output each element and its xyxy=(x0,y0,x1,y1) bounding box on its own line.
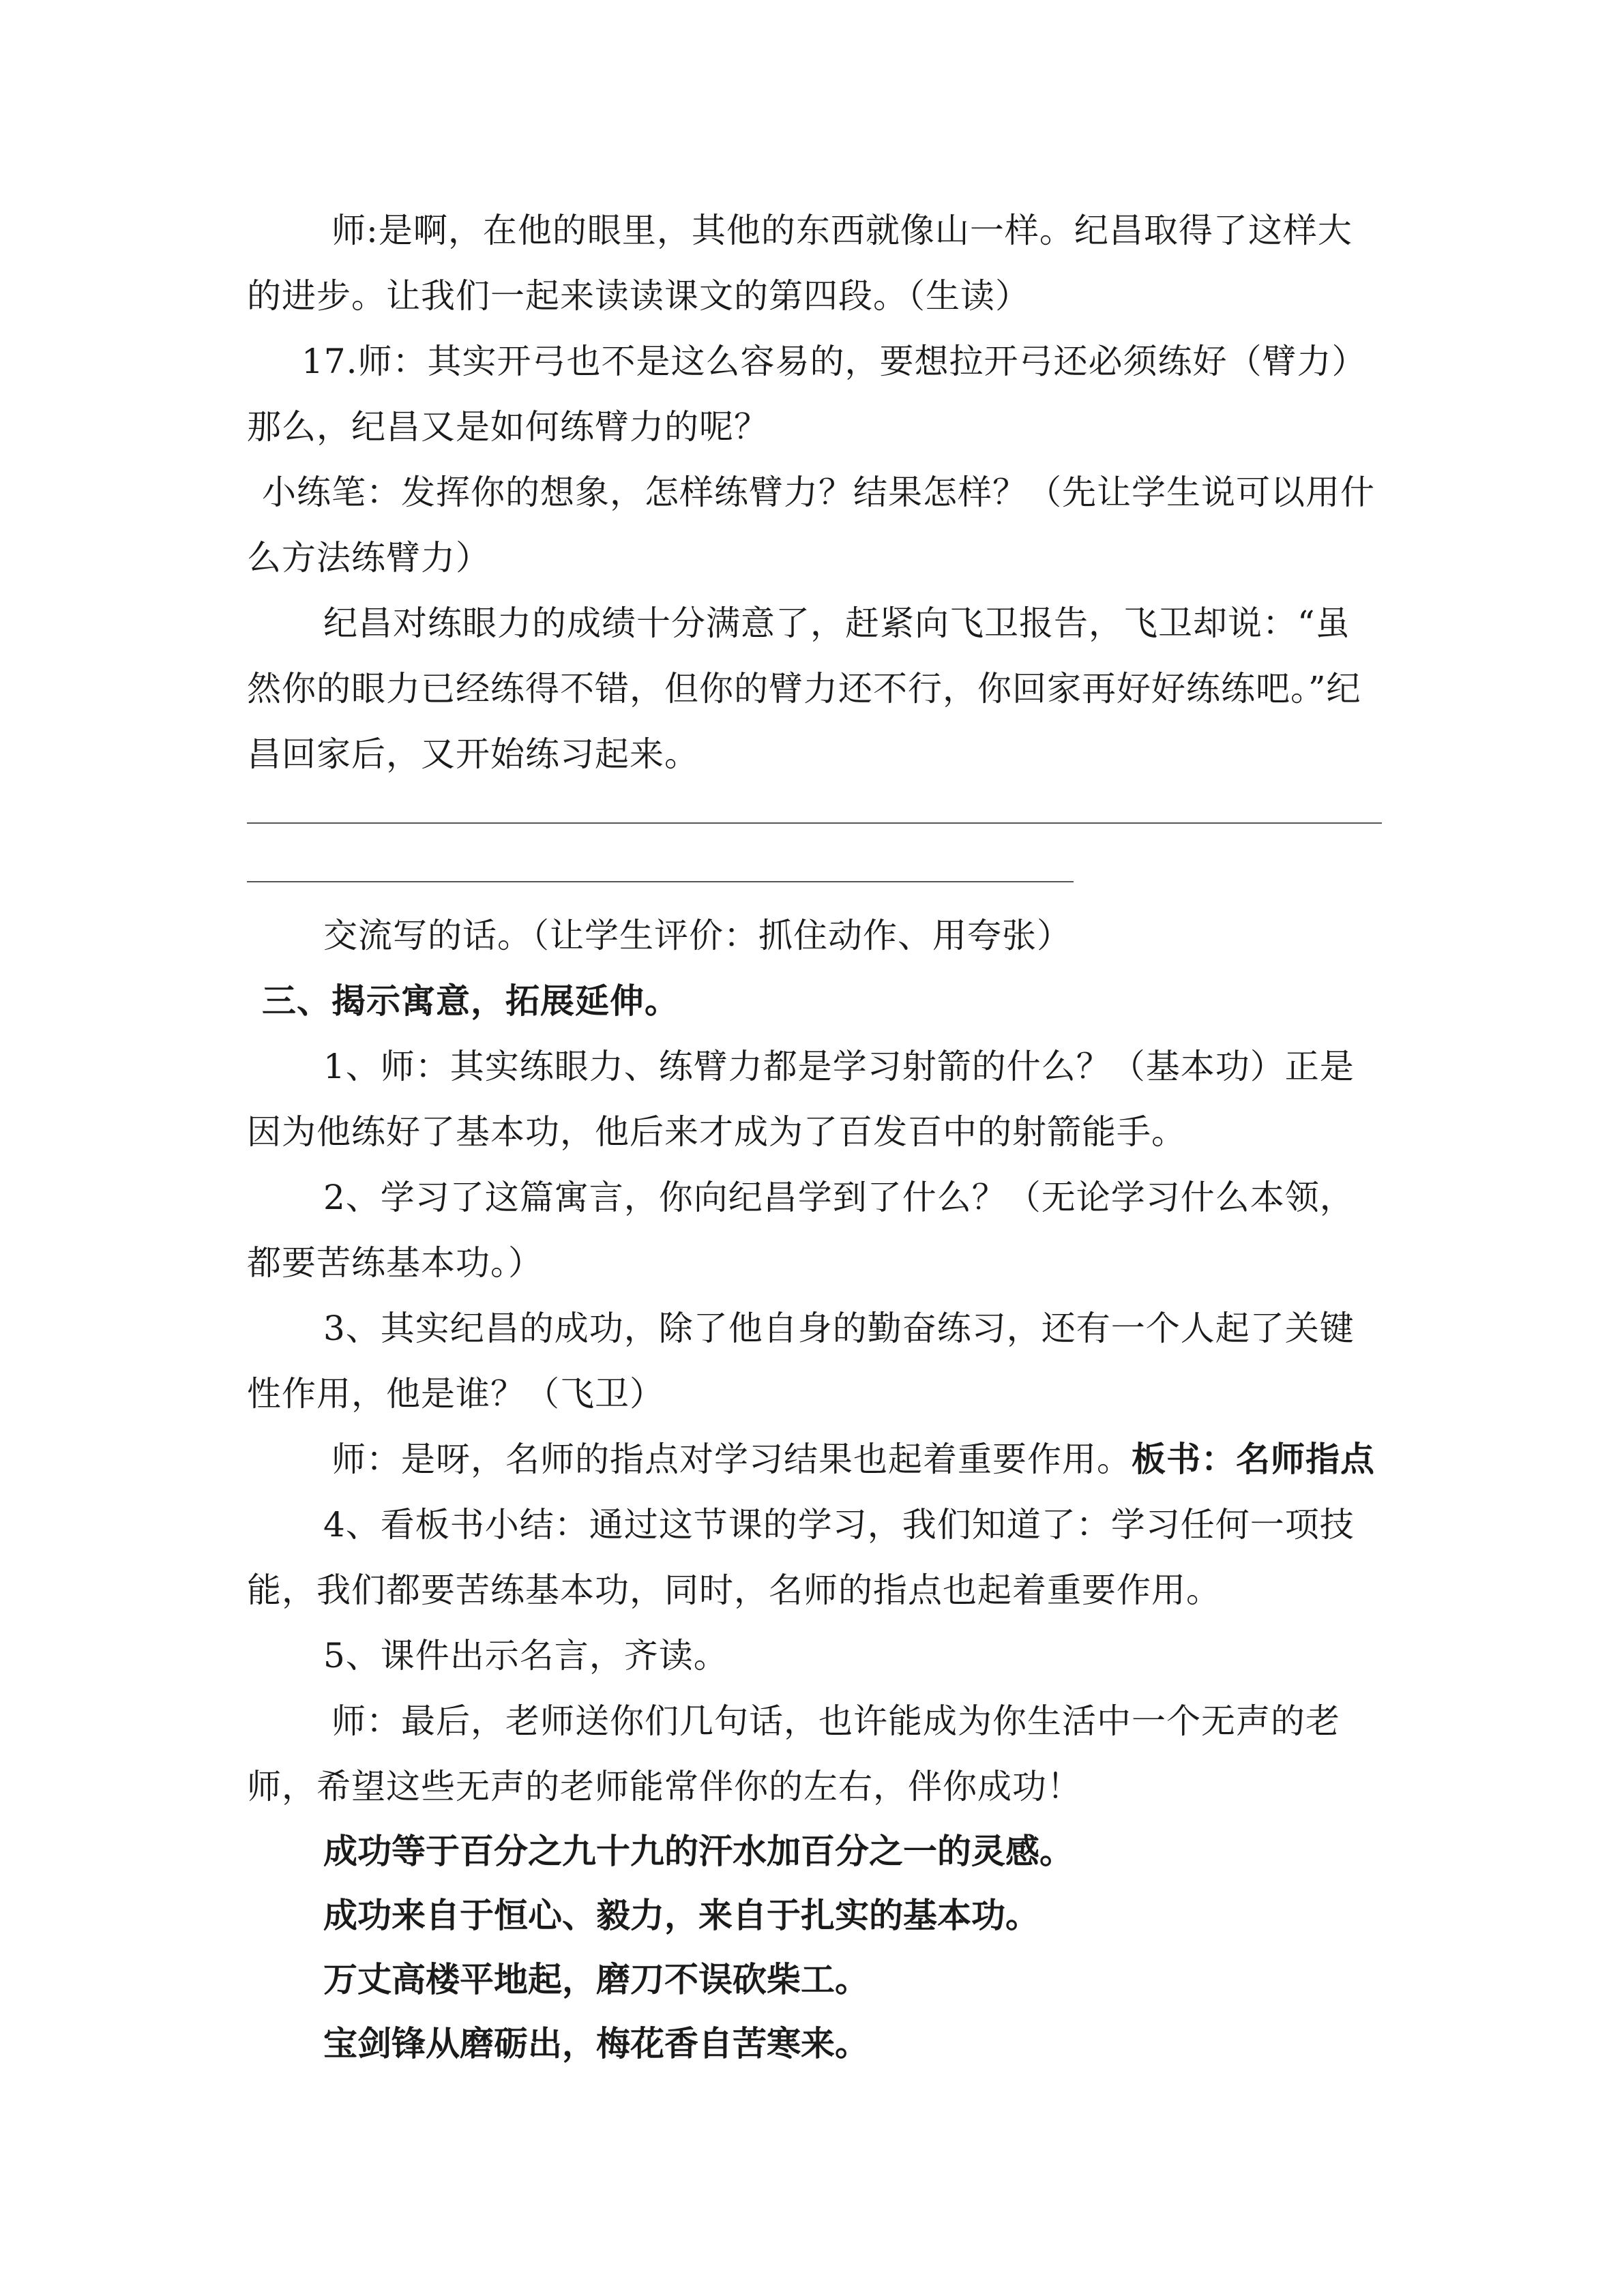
document-page xyxy=(247,198,1382,2076)
teacher-summary-text: 师：是呀，名师的指点对学习结果也起着重要作用。 xyxy=(331,1440,1132,1479)
paragraph-question-17: 17.师：其实开弓也不是这么容易的，要想拉开弓还必须练好（臂力）那么，纪昌又是如何练臂力的呢？ xyxy=(247,342,1367,447)
paragraph-teacher-summary xyxy=(247,1427,1382,1492)
paragraph-item-2: 2、学习了这篇寓言，你向纪昌学到了什么？（无论学习什么本领，都要苦练基本功。） xyxy=(247,1178,1355,1283)
paragraph-teacher-remark: 师:是啊，在他的眼里，其他的东西就像山一样。纪昌取得了这样大的进步。让我们一起来读读课文的第四段。（生读） xyxy=(247,211,1353,316)
quote-line: 成功等于百分之九十九的汗水加百分之一的灵感。 xyxy=(323,1831,1074,1871)
paragraph-item-1: 1、师：其实练眼力、练臂力都是学习射箭的什么？（基本功）正是因为他练好了基本功，他后来才成为了百发百中的射箭能手。 xyxy=(247,1047,1355,1152)
paragraph-teacher-closing: 师：最后，老师送你们几句话，也许能成为你生活中一个无声的老师，希望这些无声的老师能常伴你的左右，伴你成功！ xyxy=(247,1701,1340,1806)
writing-line-1 xyxy=(247,822,1382,824)
section-heading-3: 三、揭示寓意，拓展延伸。 xyxy=(262,981,679,1021)
quote-line: 成功来自于恒心、毅力，来自于扎实的基本功。 xyxy=(323,1895,1039,1935)
quote-line: 宝剑锋从磨砺出，梅花香自苦寒来。 xyxy=(323,2023,869,2063)
quote-line: 万丈高楼平地起，磨刀不误砍柴工。 xyxy=(323,1959,869,1999)
paragraph-writing-exercise: 小练笔：发挥你的想象，怎样练臂力？结果怎样？（先让学生说可以用什么方法练臂力） xyxy=(247,473,1375,578)
blackboard-note: 板书：名师指点 xyxy=(1132,1439,1375,1479)
paragraph-item-4: 4、看板书小结：通过这节课的学习，我们知道了：学习任何一项技能，我们都要苦练基本功，同时，名师的指点也起着重要作用。 xyxy=(247,1505,1355,1610)
paragraph-item-5: 5、课件出示名言，齐读。 xyxy=(323,1636,728,1675)
paragraph-share-writing: 交流写的话。（让学生评价：抓住动作、用夸张） xyxy=(323,916,1072,955)
paragraph-item-3: 3、其实纪昌的成功，除了他自身的勤奋练习，还有一个人起了关键性作用，他是谁？（飞卫） xyxy=(247,1309,1355,1414)
writing-line-2 xyxy=(247,881,1074,882)
paragraph-story-excerpt: 纪昌对练眼力的成绩十分满意了，赶紧向飞卫报告，飞卫却说：“虽然你的眼力已经练得不错，但你的臂力还不行，你回家再好好练练吧。”纪昌回家后，又开始练习起来。 xyxy=(247,603,1361,774)
